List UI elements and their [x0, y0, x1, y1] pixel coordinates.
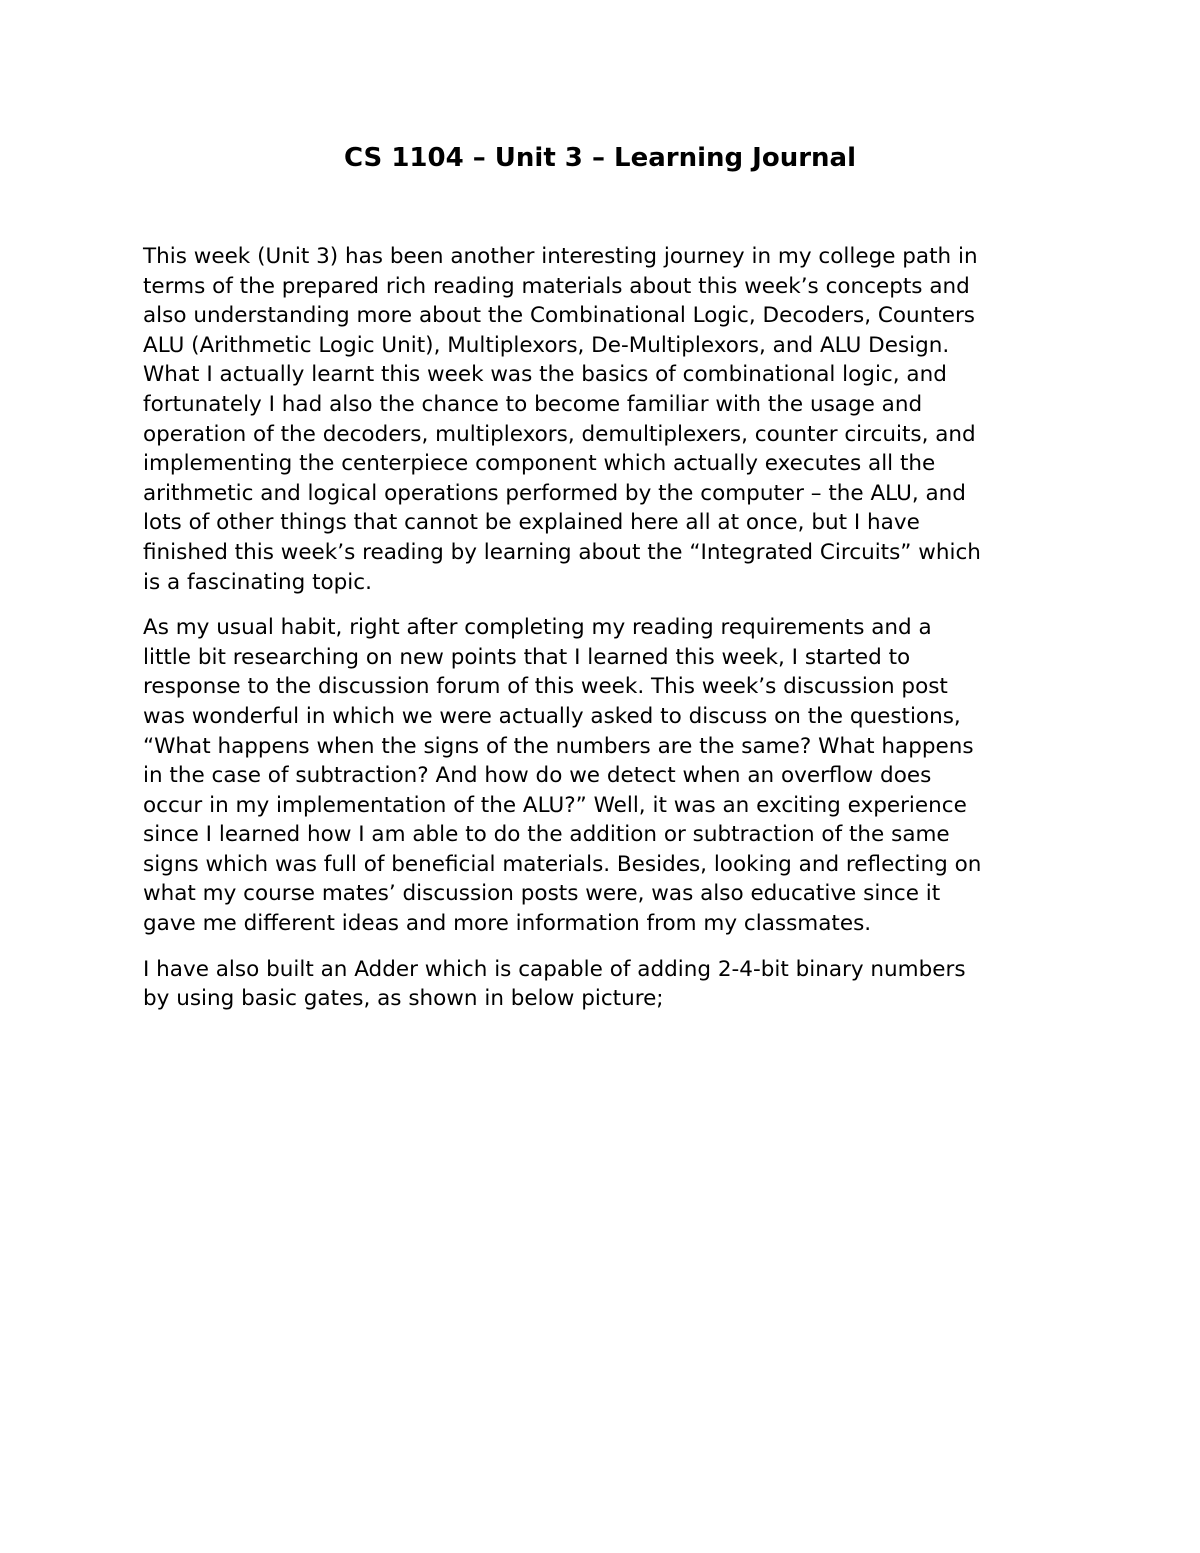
- text-line: implementing the centerpiece component which actually executes all the: [143, 451, 936, 477]
- text-line: since I learned how I am able to do the addition or subtraction of the same: [143, 822, 950, 848]
- text-line: by using basic gates, as shown in below picture;: [143, 986, 664, 1012]
- text-line: is a fascinating topic.: [143, 569, 372, 595]
- text-line: arithmetic and logical operations performed by the computer – the ALU, and: [143, 480, 966, 506]
- document-title: CS 1104 – Unit 3 – Learning Journal: [343, 143, 856, 173]
- text-line: also understanding more about the Combinational Logic, Decoders, Counters: [143, 303, 976, 329]
- text-line: What I actually learnt this week was the basics of combinational logic, and: [143, 362, 947, 388]
- paragraph-3: [143, 955, 1068, 1014]
- text-line: little bit researching on new points that I learned this week, I started to: [143, 644, 911, 670]
- text-line: As my usual habit, right after completing my reading requirements and a: [143, 615, 932, 641]
- text-line: response to the discussion forum of this week. This week’s discussion post: [143, 674, 948, 700]
- text-line: This week (Unit 3) has been another interesting journey in my college path in: [143, 244, 978, 269]
- text-line: in the case of subtraction? And how do we detect when an overflow does: [143, 763, 932, 789]
- text-line: occur in my implementation of the ALU?” Well, it was an exciting experience: [143, 792, 967, 818]
- document-body: [143, 242, 1068, 1030]
- text-line: fortunately I had also the chance to become familiar with the usage and: [143, 391, 923, 417]
- text-line: “What happens when the signs of the numbers are the same? What happens: [143, 733, 974, 759]
- text-line: terms of the prepared rich reading materials about this week’s concepts and: [143, 273, 970, 299]
- text-line: I have also built an Adder which is capable of adding 2-4-bit binary numbers: [143, 956, 966, 982]
- text-line: operation of the decoders, multiplexors, demultiplexers, counter circuits, and: [143, 421, 976, 447]
- text-line: what my course mates’ discussion posts were, was also educative since it: [143, 881, 941, 907]
- text-line: lots of other things that cannot be explained here all at once, but I have: [143, 510, 920, 536]
- text-line: signs which was full of beneficial materials. Besides, looking and reflecting on: [143, 851, 982, 877]
- text-line: was wonderful in which we were actually asked to discuss on the questions,: [143, 703, 961, 729]
- paragraph-1: [143, 242, 1068, 597]
- text-line: finished this week’s reading by learning about the “Integrated Circuits” which: [143, 539, 981, 565]
- paragraph-2: [143, 613, 1068, 939]
- text-line: ALU (Arithmetic Logic Unit), Multiplexors, De-Multiplexors, and ALU Design.: [143, 332, 950, 358]
- text-line: gave me different ideas and more information from my classmates.: [143, 911, 872, 937]
